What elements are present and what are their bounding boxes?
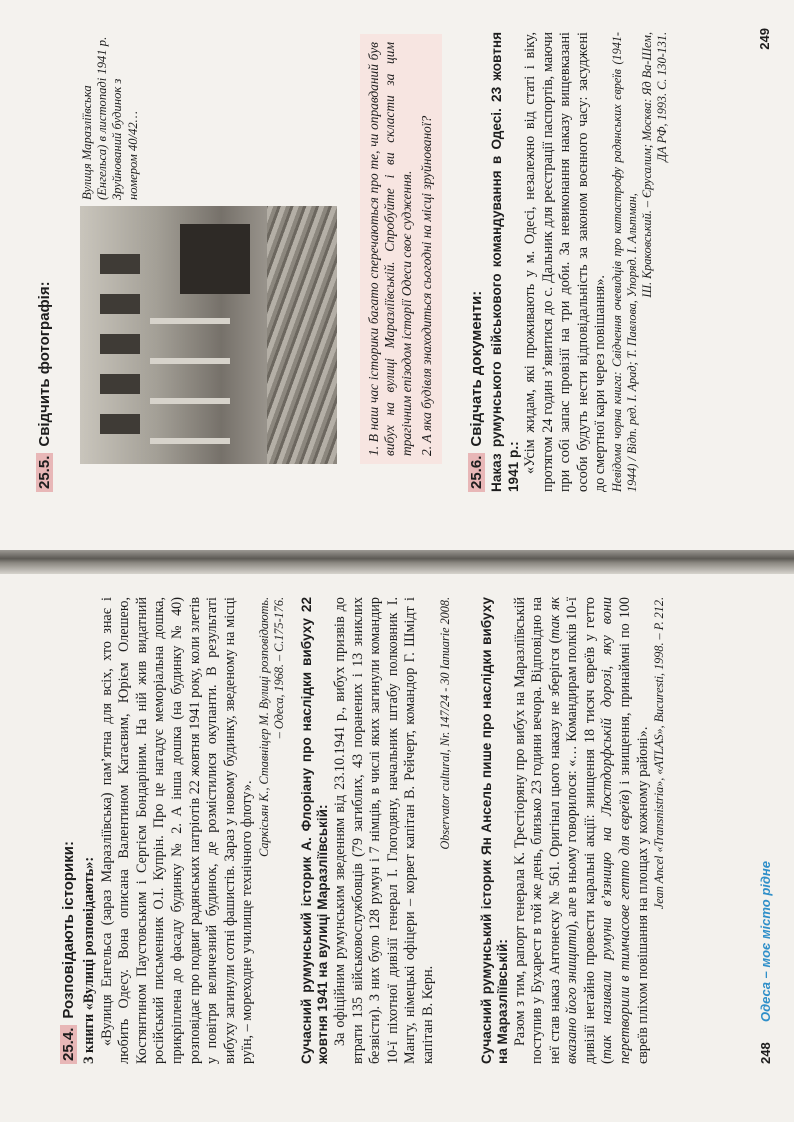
ancel-text-part: ), але в ньому говорилося: «… Командирам полків 10-ї дивізії негайно провести каральні акції: знищення 18 тисяч євреїв у гетто (: [564, 597, 616, 1064]
ancel-heading: Сучасний румунський історик Ян Ансель пише про наслідки вибуху на Маразліївській:: [478, 597, 510, 1064]
page-number-left: 248: [758, 1042, 773, 1064]
order-source-2: Ш. Краковський. – Єрусалим; Москва: Яд Ва-Шем,: [639, 32, 654, 298]
ancel-text: [512, 597, 653, 1064]
section-title: Свідчить фотографія:: [36, 281, 53, 447]
questions-block: [360, 34, 442, 464]
ancel-text-italic: так називали румуни в’язницю на Люстдорфській дорозі, яку вони перетворили в тимчасове гетто для євреїв: [599, 597, 634, 1064]
ancel-text-italic: так як вказано його знищити: [546, 597, 581, 1064]
question-1: 1. В наш час історики багато сперечаються про те, чи оправданий був вибух на вулиці Маразліївській. Спробуйте і ви скласти за цим трагічним епізодом історії Одеси своє судження.: [366, 42, 414, 456]
photo-rubble: [267, 206, 337, 464]
page-number-right: 249: [757, 28, 772, 50]
section-number: 25.6.: [468, 453, 485, 492]
ruined-building-photo: [80, 206, 337, 464]
book-gutter: [0, 546, 794, 574]
left-page: [0, 567, 794, 1122]
photo-window: [100, 414, 140, 434]
running-title: Одеса – моє місто рідне: [758, 860, 773, 1022]
book-quote-heading: З книги «Вулиці розповідають»:: [81, 856, 97, 1064]
ancel-source: Jean Ancel «Transnistria», «ATLAS», Bucuresti, 1998. – P. 212.: [652, 597, 667, 910]
order-source-3: ДА РФ, 1993. С. 130-131.: [654, 32, 669, 162]
documents-block: [468, 32, 670, 492]
questions-box: [360, 34, 442, 464]
photo-window: [100, 334, 140, 354]
order-heading: Наказ румунського військового командування в Одесі. 23 жовтня 1941 р.:: [489, 32, 521, 492]
section-title: Свідчать документи:: [468, 290, 485, 447]
photo-caption: [80, 30, 141, 200]
ancel-text-part: Разом з тим, рапорт генерала К. Трестіоряну про вибух на Маразліївській поступив у Бухарест в той же день, близько 23 години вечора. Відповідно на неї став наказ Антонеску № 561. Оригінал цього наказу не зберігся (: [511, 597, 563, 1064]
photo-window: [100, 254, 140, 274]
question-2: 2. А яка будівля знаходиться сьогодні на місці зруйнованої?: [419, 115, 435, 456]
photo-column: [150, 358, 230, 364]
right-page: [0, 0, 794, 550]
florianu-source: Observator cultural, Nr. 147/24 - 30 Ianuarie 2008.: [437, 597, 452, 850]
book-quote-text: «Вулиця Енгельса (зараз Маразліївська) пам’ятна для всіх, хто знає і любить Одесу. Вона описана Валентином Катаєвим, Юрієм Олешею, Костянтином Паустовським і Сергієм Бондаріним. На ній жив видатний російський письменник О.І. Купрін. Про це нагадує меморіальна дошка, прикріплена до фасаду будинку № 2. А інша дошка (на будинку № 40) розповідає про подвиг радянських патріотів 22 жовтня 1941 року, коли злетів у повітря величезний будинок, де розмістилися окупанти. В результаті вибуху загинули сотні фашистів. Зараз у новому будинку, зведеному на місці руїн, – мореходне училище технічного флоту».: [98, 597, 256, 1064]
book-quote-source-1: Саркісьян К., Ставніцер М. Вулиці розповідають.: [256, 597, 271, 857]
book-quote-source-2: – Одеса, 1968. – С.175-176.: [271, 597, 286, 739]
photo-window: [100, 374, 140, 394]
order-text: «Усім жидам, які проживають у м. Одесі, незалежно від статі і віку, протягом 24 годин з’явитися до с. Дальник для реєстрації паспортів, маючи при собі запас провізії на три доби. За невиконання наказу вищевказані особи будуть нести відповідальність за законом воєнного часу: засуджені до смертної кари через повішання».: [522, 32, 609, 492]
section-number: 25.5.: [36, 453, 53, 492]
section-25-6-heading: [468, 32, 485, 492]
section-25-4-heading: [60, 597, 77, 1064]
photo-column: [150, 318, 230, 324]
photo-window: [100, 294, 140, 314]
section-title: Розповідають історики:: [60, 840, 77, 1019]
florianu-heading: Сучасний румунський історик А. Флоріану про наслідки вибуху 22 жовтня 1941 на вулиці Маразліївській:: [298, 597, 331, 1064]
ancel-text-part: ) і знищення, принаймні по 100 євреїв пліхом повішання на площах у кожному районі».: [617, 597, 651, 1064]
photo-column: [150, 398, 230, 404]
order-source-1: Невідома чорна книга: Свідчення очевидців про катастрофу радянських євреїв (1941-1944) / Відп. ред. І. Арад; Т. Павлова, Упоряд. І. Альтман,: [609, 32, 639, 492]
florianu-text: За офіційним румунським зведенням від 23.10.1941 р., вибух призвів до втрати 135 військовослужбовців (79 загиблих, 43 поранених і 13 зниклих безвісти). З них було 128 румун і 7 німців, в числі яких загинули командир 10-ї піхотної дивізії генерал І. Глогодяну, начальник штабу полковник І. Мангу, німецькі офіцери – корвет капітан В. Рейчерт, командор Г. Шмідт і капітан В. Керн.: [331, 597, 436, 1064]
section-25-5-heading: [36, 281, 53, 492]
photo-column: [150, 438, 230, 444]
photo-collapsed-section: [180, 224, 250, 294]
photo-caption-text: Вулиця Маразліївська (Енгельса) в листопаді 1941 р. Зруйнований будинок з номером 40/42…: [80, 36, 140, 200]
section-number: 25.4.: [60, 1025, 77, 1064]
